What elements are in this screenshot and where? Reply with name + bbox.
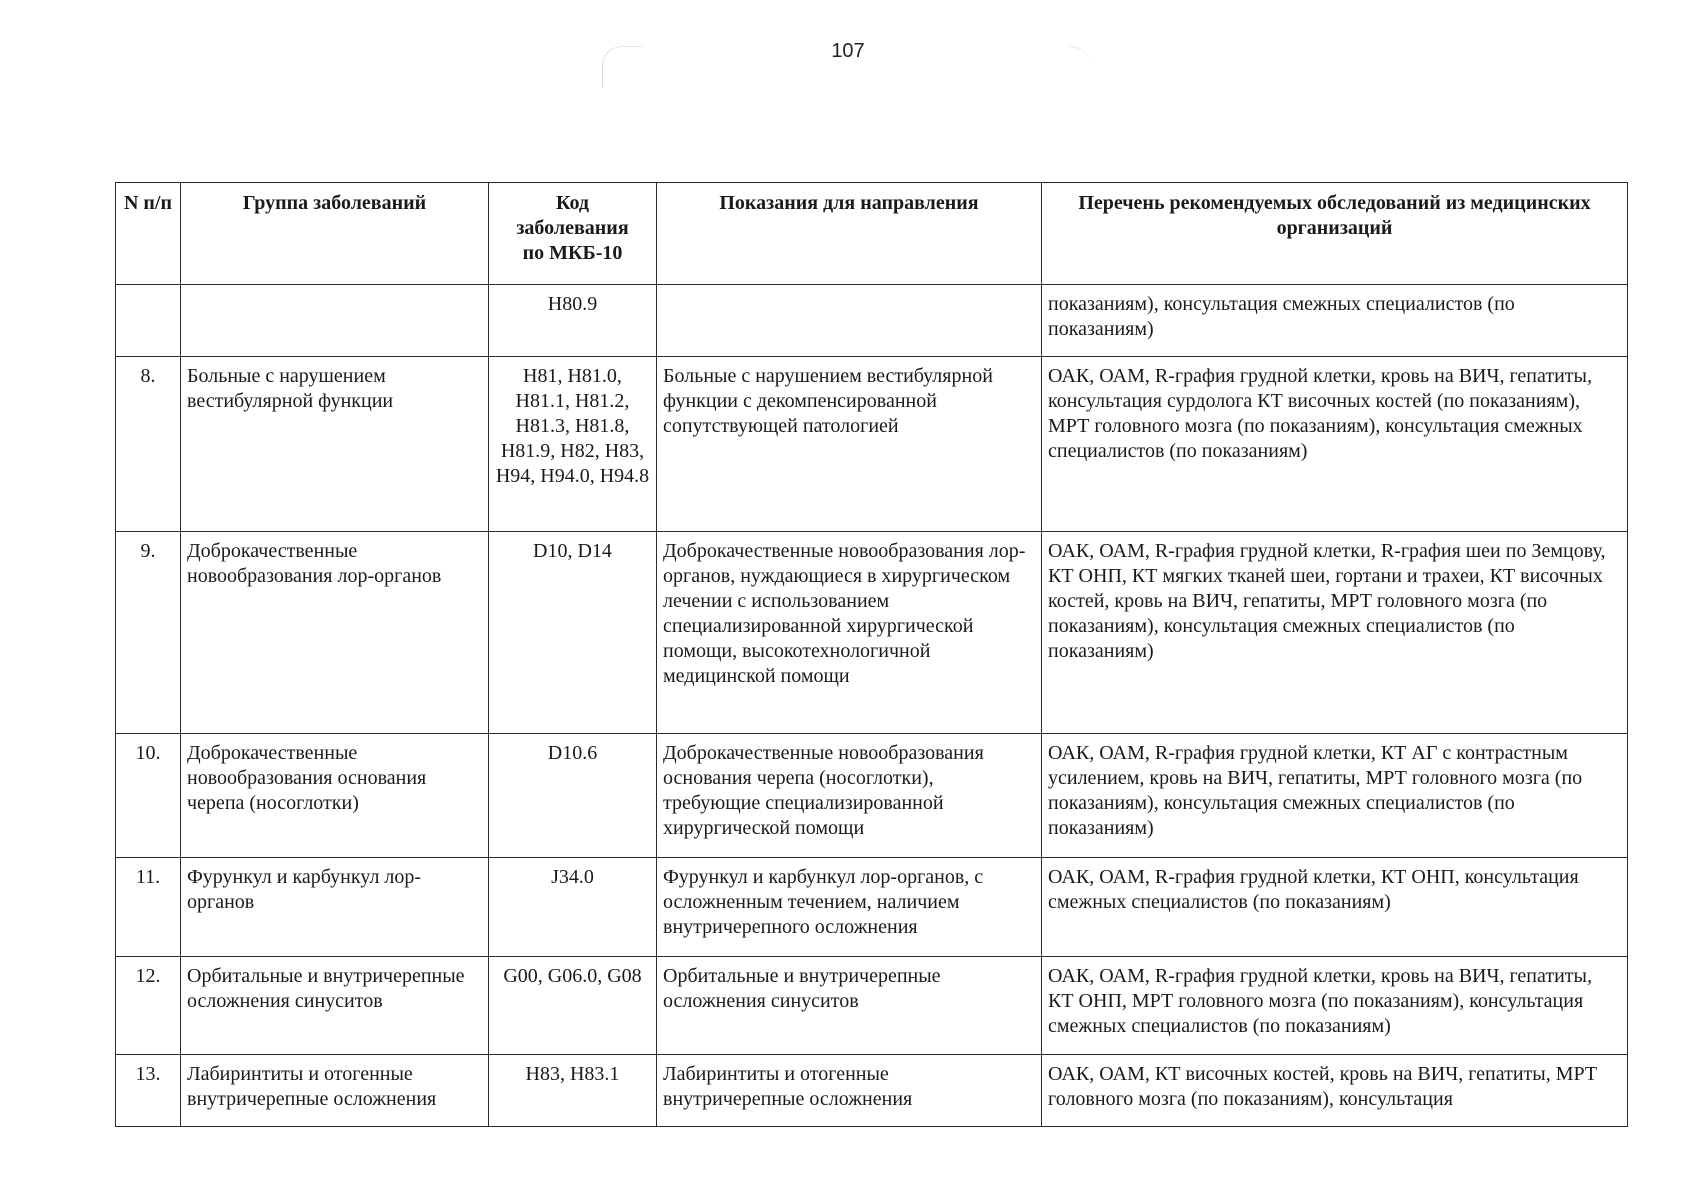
row-icd-code: H83, H83.1: [489, 1055, 657, 1127]
header-icd10-code: Код заболевания по МКБ-10: [489, 183, 657, 285]
row-icd-code: G00, G06.0, G08: [489, 957, 657, 1055]
row-indications: Орбитальные и внутричерепные осложнения синуситов: [657, 957, 1042, 1055]
scan-artifact-left: [602, 46, 643, 87]
row-indications: Доброкачественные новообразования основания черепа (носоглотки), требующие специализированной хирургической помощи: [657, 734, 1042, 858]
row-number: 13.: [116, 1055, 181, 1127]
row-indications: [657, 285, 1042, 357]
row-indications: Доброкачественные новообразования лор-органов, нуждающиеся в хирургическом лечении с использованием специализированной хирургической помощи, высокотехнологичной медицинской помощи: [657, 532, 1042, 734]
row-indications: Больные с нарушением вестибулярной функции с декомпенсированной сопутствующей патологией: [657, 357, 1042, 532]
header-examinations: Перечень рекомендуемых обследований из медицинских организаций: [1042, 183, 1628, 285]
table-row: [116, 858, 1628, 957]
row-number: 8.: [116, 357, 181, 532]
row-disease-group: Больные с нарушением вестибулярной функции: [181, 357, 489, 532]
referral-table: [115, 182, 1628, 1127]
row-examinations: показаниям), консультация смежных специалистов (по показаниям): [1042, 285, 1628, 357]
row-examinations: ОАК, ОАМ, R-графия грудной клетки, кровь на ВИЧ, гепатиты, КТ ОНП, МРТ головного мозга (по показаниям), консультация смежных специалистов (по показаниям): [1042, 957, 1628, 1055]
row-examinations: ОАК, ОАМ, КТ височных костей, кровь на ВИЧ, гепатиты, МРТ головного мозга (по показаниям), консультация: [1042, 1055, 1628, 1127]
table-row: [116, 957, 1628, 1055]
row-disease-group: Лабиринтиты и отогенные внутричерепные осложнения: [181, 1055, 489, 1127]
row-number: 11.: [116, 858, 181, 957]
header-number: N п/п: [116, 183, 181, 285]
table-row: [116, 532, 1628, 734]
row-disease-group: Орбитальные и внутричерепные осложнения синуситов: [181, 957, 489, 1055]
row-examinations: ОАК, ОАМ, R-графия грудной клетки, КТ АГ с контрастным усилением, кровь на ВИЧ, гепатиты, МРТ головного мозга (по показаниям), консультация смежных специалистов (по показаниям): [1042, 734, 1628, 858]
table-row: [116, 1055, 1628, 1127]
table-row: [116, 734, 1628, 858]
row-icd-code: J34.0: [489, 858, 657, 957]
row-indications: Фурункул и карбункул лор-органов, с осложненным течением, наличием внутричерепного осложнения: [657, 858, 1042, 957]
row-examinations: ОАК, ОАМ, R-графия грудной клетки, КТ ОНП, консультация смежных специалистов (по показаниям): [1042, 858, 1628, 957]
header-disease-group: Группа заболеваний: [181, 183, 489, 285]
row-disease-group: [181, 285, 489, 357]
row-indications: Лабиринтиты и отогенные внутричерепные осложнения: [657, 1055, 1042, 1127]
row-number: 10.: [116, 734, 181, 858]
table-row: [116, 285, 1628, 357]
row-icd-code: D10.6: [489, 734, 657, 858]
row-number: 12.: [116, 957, 181, 1055]
table-row: [116, 357, 1628, 532]
row-icd-code: H81, H81.0, H81.1, H81.2, H81.3, H81.8, H81.9, H82, H83, H94, H94.0, H94.8: [489, 357, 657, 532]
header-indications: Показания для направления: [657, 183, 1042, 285]
row-examinations: ОАК, ОАМ, R-графия грудной клетки, R-графия шеи по Земцову, КТ ОНП, КТ мягких тканей шеи, гортани и трахеи, КТ височных костей, кровь на ВИЧ, гепатиты, МРТ головного мозга (по показаниям), консультация смежных специалистов (по показаниям): [1042, 532, 1628, 734]
row-number: 9.: [116, 532, 181, 734]
row-disease-group: Фурункул и карбункул лор-органов: [181, 858, 489, 957]
row-icd-code: H80.9: [489, 285, 657, 357]
row-disease-group: Доброкачественные новообразования основания черепа (носоглотки): [181, 734, 489, 858]
row-number: [116, 285, 181, 357]
row-examinations: ОАК, ОАМ, R-графия грудной клетки, кровь на ВИЧ, гепатиты, консультация сурдолога КТ височных костей (по показаниям), МРТ головного мозга (по показаниям), консультация смежных специалистов (по показаниям): [1042, 357, 1628, 532]
table-header-row: [116, 183, 1628, 285]
page-number: 107: [831, 40, 865, 62]
row-disease-group: Доброкачественные новообразования лор-органов: [181, 532, 489, 734]
row-icd-code: D10, D14: [489, 532, 657, 734]
